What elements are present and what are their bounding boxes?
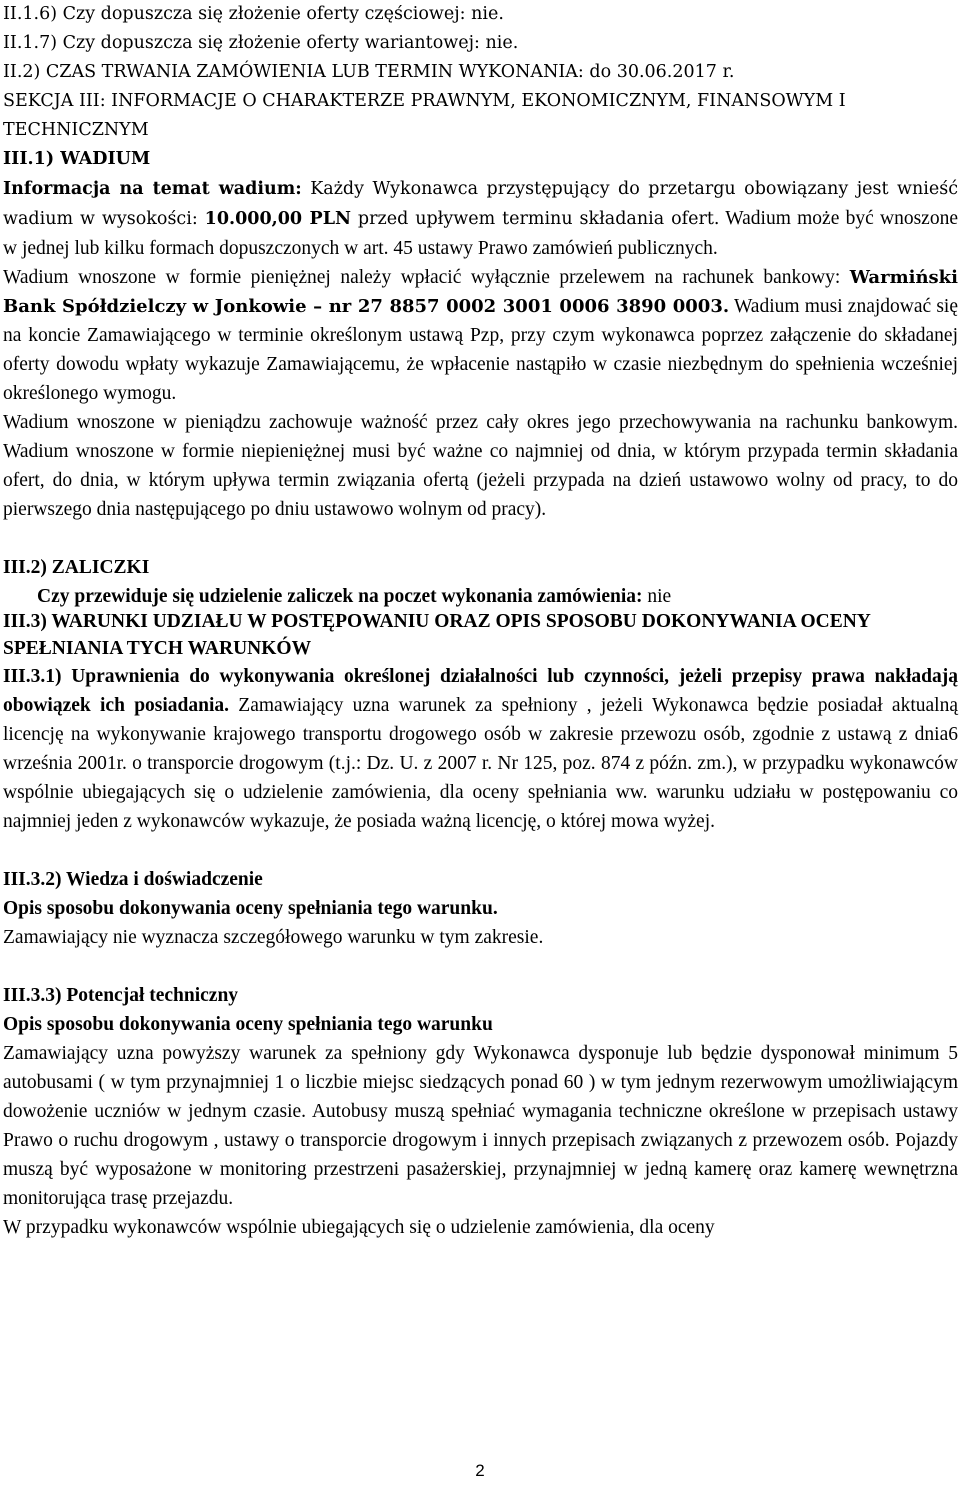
experience-heading: III.3.2) Wiedza i doświadczenie bbox=[3, 869, 263, 890]
experience-subheading: Opis sposobu dokonywania oceny spełniania tego warunku. bbox=[3, 898, 498, 919]
duration-label: II.2) CZAS TRWANIA ZAMÓWIENIA LUB TERMIN WYKONANIA: bbox=[3, 62, 584, 82]
spacer bbox=[3, 524, 958, 553]
wadium-amount: 10.000,00 PLN bbox=[204, 209, 351, 229]
zaliczki-heading: III.2) ZALICZKI bbox=[3, 557, 150, 578]
wadium-intro-text-c: Wadium może być wnoszone w jednej lub kilku formach dopuszczonych w art. 45 ustawy Prawo zamówień publicznych. bbox=[3, 208, 958, 259]
wadium-validity-paragraph: Wadium wnoszone w pieniądzu zachowuje ważność przez cały okres jego przechowywania na rachunku bankowym. Wadium wnoszone w formie niepieniężnej musi być ważne co najmniej od dnia, w którym przypada termin składania ofert, do dnia, w którym upływa termin związania ofertą (jeżeli przypada na dzień ustawowo wolny od pracy, to do pierwszego dnia następującego po dniu ustawowo wolnym od pracy). bbox=[3, 412, 958, 520]
wadium-heading: III.1) WADIUM bbox=[3, 149, 151, 169]
partial-offer-line bbox=[3, 0, 958, 29]
licence-text: Zamawiający uzna warunek za spełniony , jeżeli Wykonawca będzie posiadał aktualną licencję na wykonywanie krajowego transportu drogowego osób w zakresie przewozu osób, zgodnie z ustawą z dnia6 września 2001r. o transporcie drogowym (t.j.: Dz. U. z 2007 r. Nr 125, poz. 874 z późn. zm.), w przypadku wykonawców wspólnie ubiegających się o udzielenie zamówienia, dla oceny spełniania ww. warunku udziału w postępowaniu co najmniej jeden z wykonawców wykazuje, że posiada ważną licencję, o której mowa wyżej. bbox=[3, 695, 958, 832]
zaliczki-answer: nie bbox=[642, 586, 672, 607]
section-3-heading: SEKCJA III: INFORMACJE O CHARAKTERZE PRAWNYM, EKONOMICZNYM, FINANSOWYM I TECHNICZNYM bbox=[3, 91, 846, 140]
spacer bbox=[3, 952, 958, 981]
wadium-intro-label: Informacja na temat wadium: bbox=[3, 179, 302, 199]
technical-subheading: Opis sposobu dokonywania oceny spełniania tego warunku bbox=[3, 1014, 493, 1035]
spacer bbox=[3, 836, 958, 865]
duration-line bbox=[3, 58, 958, 87]
wadium-intro-text-a: Każdy Wykonawca przystępujący do przetargu obowiązany jest wnieść wadium w wysokości: bbox=[3, 179, 958, 229]
zaliczki-question-line bbox=[3, 582, 958, 611]
duration-value: do 30.06.2017 r. bbox=[583, 62, 735, 82]
variant-offer-value: nie. bbox=[479, 33, 519, 53]
licence-label: III.3.1) Uprawnienia do wykonywania określonej działalności lub czynności, jeżeli przepisy prawa nakładają obowiązek ich posiadania. bbox=[3, 666, 958, 716]
licence-paragraph bbox=[3, 662, 958, 836]
wadium-payment-text-a: Wadium wnoszone w formie pieniężnej należy wpłacić wyłącznie przelewem na rachunek bankowy: bbox=[3, 267, 850, 288]
warunki-heading: III.3) WARUNKI UDZIAŁU W POSTĘPOWANIU ORAZ OPIS SPOSOBU DOKONYWANIA OCENY SPEŁNIANIA TYCH WARUNKÓW bbox=[3, 611, 871, 659]
page-number: 2 bbox=[475, 1461, 485, 1480]
experience-text: Zamawiający nie wyznacza szczegółowego warunku w tym zakresie. bbox=[3, 927, 544, 948]
wadium-intro-text-b: przed upływem terminu składania ofert. bbox=[351, 209, 720, 229]
partial-offer-value: nie. bbox=[465, 4, 504, 24]
wadium-payment-text-b: Wadium musi znajdować się na koncie Zamawiającego w terminie określonym ustawą Pzp, przy czym wykonawca poprzez załączenie do składanej oferty dowodu wpłaty wykazuje Zamawiającemu, że wpłacenie nastąpiło w czasie niezbędnym do spełnienia wcześniej określonego wymogu. bbox=[3, 296, 958, 404]
partial-offer-label: II.1.6) Czy dopuszcza się złożenie oferty częściowej: bbox=[3, 4, 466, 24]
technical-last-line: W przypadku wykonawców wspólnie ubiegających się o udzielenie zamówienia, dla oceny bbox=[3, 1217, 715, 1238]
variant-offer-label: II.1.7) Czy dopuszcza się złożenie oferty wariantowej: bbox=[3, 33, 480, 53]
document-page bbox=[3, 0, 958, 1242]
wadium-intro-paragraph bbox=[3, 174, 958, 263]
wadium-payment-paragraph bbox=[3, 263, 958, 408]
variant-offer-line bbox=[3, 29, 958, 58]
technical-heading: III.3.3) Potencjał techniczny bbox=[3, 985, 239, 1006]
bank-account-details: Warmiński Bank Spółdzielczy w Jonkowie – nr 27 8857 0002 3001 0006 3890 0003. bbox=[3, 267, 958, 317]
technical-text: Zamawiający uzna powyższy warunek za spełniony gdy Wykonawca dysponuje lub będzie dysponował minimum 5 autobusami ( w tym przynajmniej 1 o liczbie miejsc siedzących ponad 60 ) w tym jednym rezerwowym umożliwiającym dowożenie uczniów w jednym czasie. Autobusy muszą spełniać wymagania techniczne określone w przepisach ustawy Prawo o ruchu drogowym , ustawy o transporcie drogowym i innych przepisach związanych z przewozem osób. Pojazdy muszą być wyposażone w monitoring przestrzeni pasażerskiej, przynajmniej w jedną kamerę oraz kamerę wewnętrzna monitorująca trasę przejazdu. bbox=[3, 1043, 958, 1209]
zaliczki-question: Czy przewiduje się udzielenie zaliczek na poczet wykonania zamówienia: bbox=[37, 586, 643, 607]
